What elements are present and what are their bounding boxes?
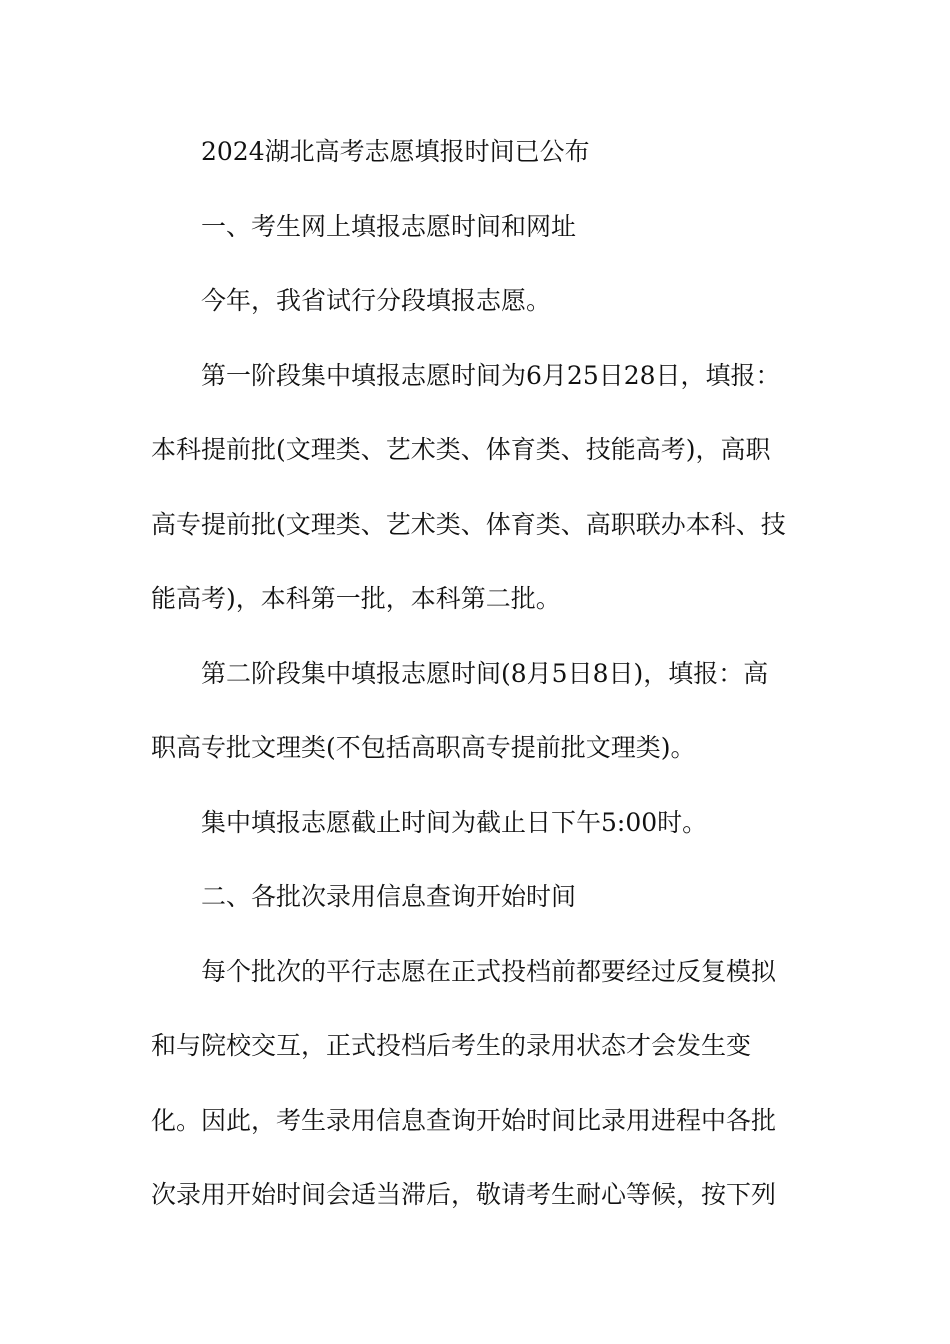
document-body	[151, 128, 803, 1246]
document-title: 2024湖北高考志愿填报时间已公布	[201, 137, 590, 166]
paragraph-line: 和与院校交互，正式投档后考生的录用状态才会发生变	[151, 1031, 752, 1060]
paragraph-line: 高专提前批(文理类、艺术类、体育类、高职联办本科、技	[151, 509, 786, 539]
paragraph-line: 职高专批文理类(不包括高职高专提前批文理类)。	[151, 733, 696, 762]
paragraph-line: 集中填报志愿截止时间为截止日下午5:00时。	[201, 807, 708, 837]
paragraph-line: 今年，我省试行分段填报志愿。	[201, 286, 552, 315]
paragraph-line: 第二阶段集中填报志愿时间(8月5日8日)，填报：高	[201, 658, 769, 688]
paragraph-line: 化。因此，考生录用信息查询开始时间比录用进程中各批	[151, 1105, 777, 1135]
paragraph-line: 每个批次的平行志愿在正式投档前都要经过反复模拟	[201, 956, 777, 986]
paragraph-line: 第一阶段集中填报志愿时间为6月25日28日，填报：	[201, 360, 781, 390]
paragraph-line: 本科提前批(文理类、艺术类、体育类、技能高考)，高职	[151, 435, 771, 464]
section-heading-1: 一、考生网上填报志愿时间和网址	[201, 211, 577, 241]
paragraph-line: 能高考)，本科第一批，本科第二批。	[151, 584, 561, 613]
section-heading-2: 二、各批次录用信息查询开始时间	[201, 882, 577, 911]
paragraph-line: 次录用开始时间会适当滞后，敬请考生耐心等候，按下列	[151, 1180, 777, 1209]
